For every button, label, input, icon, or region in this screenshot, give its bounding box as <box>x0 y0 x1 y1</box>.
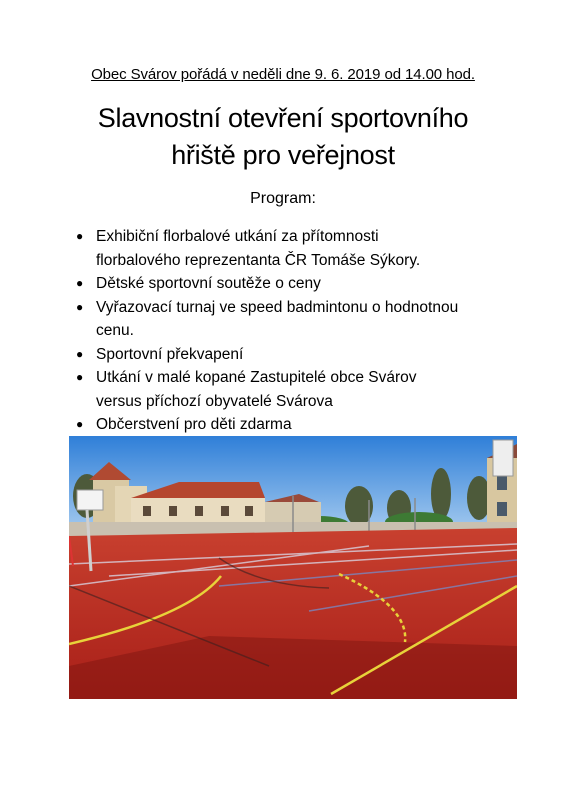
program-heading: Program: <box>250 190 316 207</box>
program-list <box>72 225 512 437</box>
program-item <box>72 343 512 367</box>
program-item <box>72 366 512 413</box>
bullet-icon: ● <box>76 299 84 314</box>
program-item <box>72 296 512 343</box>
bullet-icon: ● <box>76 417 84 431</box>
bullet-icon: ● <box>76 370 84 384</box>
program-item-line: Exhibiční florbalové utkání za přítomnosti <box>96 228 379 245</box>
event-date-line: Obec Svárov pořádá v neděli dne 9. 6. 2019 od 14.00 hod. <box>91 66 475 83</box>
program-item-line: Sportovní překvapení <box>96 345 244 363</box>
program-item <box>72 225 512 272</box>
title-line-1: Slavnostní otevření sportovního <box>97 103 469 133</box>
program-item-line: florbalového reprezentanta ČR Tomáše Sýkory. <box>96 251 421 269</box>
program-item-line: Dětské sportovní soutěže o ceny <box>96 275 321 292</box>
poster-title <box>0 100 566 174</box>
bullet-icon: ● <box>76 276 84 290</box>
program-item <box>72 272 512 296</box>
bullet-icon: ● <box>76 229 84 243</box>
sports-court-photo <box>69 436 517 699</box>
program-item-line: Vyřazovací turnaj ve speed badmintonu o hodnotnou <box>96 298 459 316</box>
title-line-2: hřiště pro veřejnost <box>171 140 395 170</box>
program-item-line: Občerstvení pro děti zdarma <box>96 416 292 433</box>
program-item-line: versus příchozí obyvatelé Svárova <box>96 392 333 410</box>
program-item-line: Utkání v malé kopané Zastupitelé obce Svárov <box>96 369 417 386</box>
bullet-icon: ● <box>76 346 84 361</box>
program-item-line: cenu. <box>96 322 134 339</box>
program-item <box>72 413 512 437</box>
